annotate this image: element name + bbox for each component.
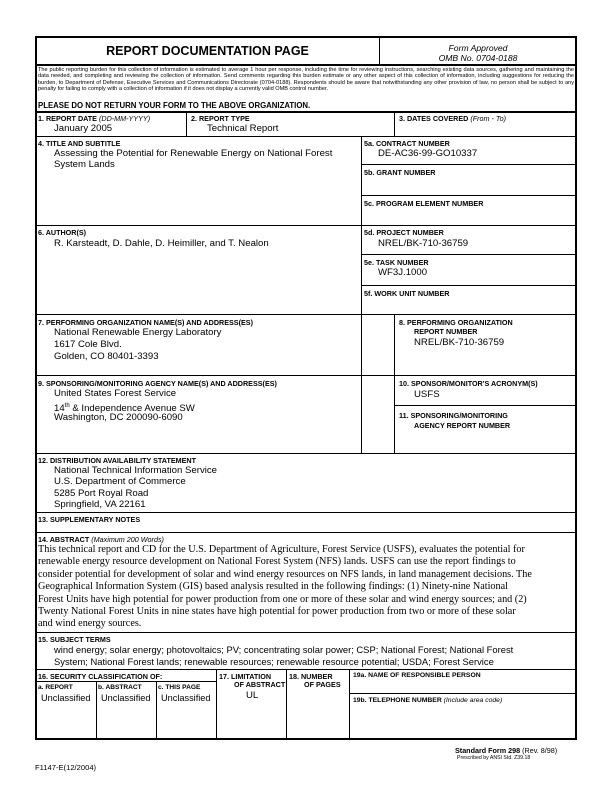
number-of-pages-label-2: OF PAGES bbox=[304, 680, 341, 689]
distribution-line-1[interactable]: National Technical Information Service bbox=[54, 465, 217, 476]
authors-value[interactable]: R. Karsteadt, D. Dahle, D. Heimiller, and T. Nealon bbox=[54, 238, 269, 249]
distribution-line-3[interactable]: 5285 Port Royal Road bbox=[54, 488, 149, 499]
authors-label: 6. AUTHOR(S) bbox=[38, 228, 87, 237]
page-title: REPORT DOCUMENTATION PAGE bbox=[106, 44, 309, 58]
distribution-line-2[interactable]: U.S. Department of Commerce bbox=[54, 476, 186, 487]
performing-org-line-1[interactable]: National Renewable Energy Laboratory bbox=[54, 327, 222, 338]
report-type-label: 2. REPORT TYPE bbox=[191, 114, 250, 123]
project-number-label: 5d. PROJECT NUMBER bbox=[364, 228, 444, 237]
dates-covered-label: 3. DATES COVERED (From - To) bbox=[399, 114, 507, 123]
title-line-1[interactable]: Assessing the Potential for Renewable Energy on National Forest bbox=[54, 148, 333, 159]
performing-org-label: 7. PERFORMING ORGANIZATION NAME(S) AND ADDRESS(ES) bbox=[38, 318, 253, 327]
abstract-class-label: b. ABSTRACT bbox=[98, 684, 142, 691]
abstract-line: Twenty National Forest Units in nine states have high potential for power production from two or more of these solar bbox=[38, 606, 516, 618]
report-date-label: 1. REPORT DATE (DD-MM-YYYY) bbox=[38, 114, 151, 123]
report-class-value[interactable]: Unclassified bbox=[41, 693, 91, 703]
abstract-line: consider potential for development of solar and wind energy resources on NFS lands, in land management decisions. The bbox=[38, 568, 532, 580]
this-page-class-label: c. THIS PAGE bbox=[158, 684, 201, 691]
sponsor-acronym-value[interactable]: USFS bbox=[414, 389, 440, 400]
distribution-label: 12. DISTRIBUTION AVAILABILITY STATEMENT bbox=[38, 456, 196, 465]
prescribed-by: Prescribed by ANSI Std. Z39.18 bbox=[457, 755, 531, 761]
contract-number-value[interactable]: DE-AC36-99-GO10337 bbox=[378, 148, 478, 159]
work-unit-label: 5f. WORK UNIT NUMBER bbox=[364, 289, 450, 298]
number-of-pages-label-1: 18. NUMBER bbox=[289, 672, 333, 681]
abstract-line: renewable energy resource development on National Forest System (NFS) lands. USFS can use the report findings to bbox=[38, 556, 516, 568]
distribution-line-4[interactable]: Springfield, VA 22161 bbox=[54, 499, 146, 510]
abstract-line: This technical report and CD for the U.S. Department of Agriculture, Forest Service (USFS), evaluates the potential for bbox=[38, 544, 525, 555]
abstract-line: and wind energy sources. bbox=[38, 618, 142, 630]
task-number-value[interactable]: WF3J.1000 bbox=[378, 267, 428, 278]
subject-terms-label: 15. SUBJECT TERMS bbox=[38, 635, 111, 644]
abstract-label: 14. ABSTRACT (Maximum 200 Words) bbox=[38, 535, 164, 544]
report-date-value[interactable]: January 2005 bbox=[54, 123, 113, 134]
performing-org-line-3[interactable]: Golden, CO 80401-3393 bbox=[54, 351, 159, 362]
sponsor-agency-label: 9. SPONSORING/MONITORING AGENCY NAME(S) AND ADDRESS(ES) bbox=[38, 379, 277, 388]
sponsor-report-label-1: 11. SPONSORING/MONITORING bbox=[399, 411, 508, 420]
title-line-2[interactable]: System Lands bbox=[54, 159, 115, 170]
report-type-value[interactable]: Technical Report bbox=[207, 123, 279, 134]
abstract-text[interactable] bbox=[38, 544, 576, 631]
limitation-value[interactable]: UL bbox=[246, 690, 259, 701]
subject-terms-line-1[interactable]: wind energy; solar energy; photovoltaics; PV; concentrating solar power; CSP; National Forest; National Forest bbox=[54, 644, 514, 655]
sponsor-report-label-2: AGENCY REPORT NUMBER bbox=[414, 421, 511, 430]
grant-number-label: 5b. GRANT NUMBER bbox=[364, 168, 436, 177]
task-number-label: 5e. TASK NUMBER bbox=[364, 258, 429, 267]
report-class-label: a. REPORT bbox=[38, 684, 73, 691]
burden-notice: The public reporting burden for this collection of information is estimated to average 1 hour per response, including the time for reviewing instructions, searching existing data sources, gathering and maintaining the data needed, and completing and reviewing the collection of information. Send comments regarding this burden estimate or any other aspect of this collection of information, including suggestions for reducing the burden, to Department of Defense, Executive Services and Communications Directorate (0704-0188). Respondents should be aware that notwithstanding any other provision of law, no person shall be subject to any penalty for failing to comply with a collection of information if it does not display a currently valid OMB control number. bbox=[38, 67, 574, 92]
sponsor-acronym-label: 10. SPONSOR/MONITOR'S ACRONYM(S) bbox=[399, 379, 538, 388]
omb-number: OMB No. 0704-0188 bbox=[438, 53, 518, 63]
do-not-return-notice: PLEASE DO NOT RETURN YOUR FORM TO THE ABOVE ORGANIZATION. bbox=[38, 101, 311, 110]
subject-terms-line-2[interactable]: System; National Forest lands; renewable resources; renewable resource potential; USDA; Forest Service bbox=[54, 656, 494, 667]
sponsor-line-3[interactable]: Washington, DC 200090-6090 bbox=[54, 412, 183, 423]
performing-report-label-2: REPORT NUMBER bbox=[414, 327, 478, 336]
project-number-value[interactable]: NREL/BK-710-36759 bbox=[378, 238, 469, 249]
abstract-line: Forest Units have high potential for power production from one or more of these solar and wind energy sources; and (2) bbox=[38, 593, 527, 605]
sponsor-line-1[interactable]: United States Forest Service bbox=[54, 388, 177, 399]
responsible-person-label: 19a. NAME OF RESPONSIBLE PERSON bbox=[353, 672, 481, 679]
telephone-label: 19b. TELEPHONE NUMBER (Include area code) bbox=[353, 697, 503, 704]
limitation-label-1: 17. LIMITATION bbox=[219, 672, 272, 681]
form-code: F1147-E(12/2004) bbox=[35, 763, 97, 772]
security-classification-label: 16. SECURITY CLASSIFICATION OF: bbox=[38, 672, 163, 681]
abstract-line: Geographical Information System (GIS) based analysis resulted in the following findings: (1) Ninety-nine National bbox=[38, 581, 508, 593]
limitation-label-2: OF ABSTRACT bbox=[234, 680, 286, 689]
performing-org-line-2[interactable]: 1617 Cole Blvd. bbox=[54, 339, 122, 350]
form-approved: Form Approved bbox=[448, 43, 508, 53]
contract-number-label: 5a. CONTRACT NUMBER bbox=[364, 139, 450, 148]
abstract-class-value[interactable]: Unclassified bbox=[101, 693, 151, 703]
title-subtitle-label: 4. TITLE AND SUBTITLE bbox=[38, 139, 121, 148]
supplementary-notes-label: 13. SUPPLEMENTARY NOTES bbox=[38, 515, 141, 524]
this-page-class-value[interactable]: Unclassified bbox=[161, 693, 211, 703]
sponsor-line-2[interactable]: 14th & Independence Avenue SW bbox=[54, 403, 195, 415]
performing-report-label-1: 8. PERFORMING ORGANIZATION bbox=[399, 318, 513, 327]
standard-form-id: Standard Form 298 (Rev. 8/98) bbox=[455, 746, 558, 755]
performing-report-value[interactable]: NREL/BK-710-36759 bbox=[414, 337, 505, 348]
program-element-label: 5c. PROGRAM ELEMENT NUMBER bbox=[364, 199, 484, 208]
